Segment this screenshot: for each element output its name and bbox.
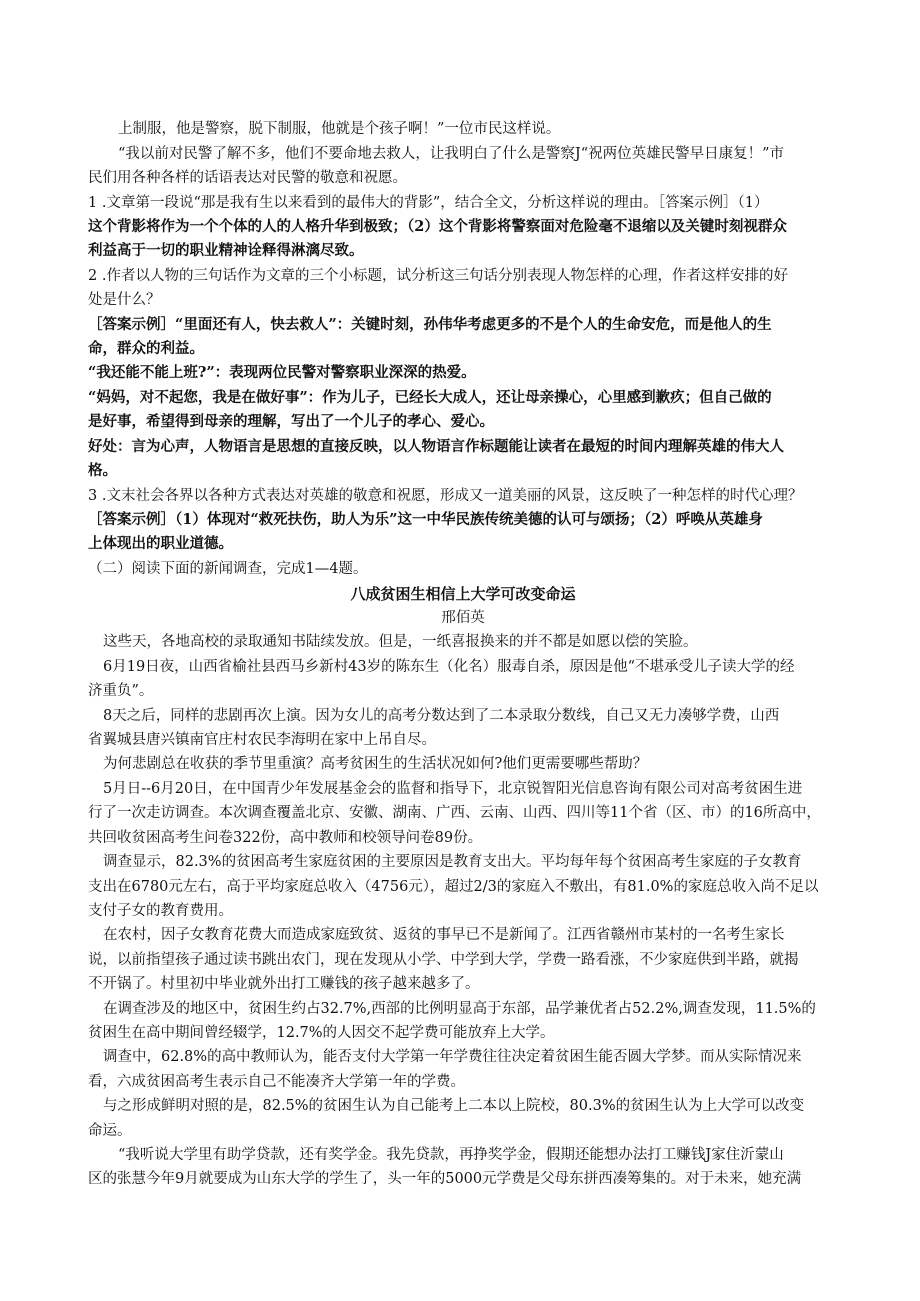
text-line: 为何悲剧总在收获的季节里重演？高考贫困生的生活状况如何?他们更需要哪些帮助？ [103, 756, 648, 772]
text-line: 济重负”。 [88, 683, 154, 699]
text-line: 不开锅了。村里初中毕业就外出打工赚钱的孩子越来越多了。 [88, 976, 480, 992]
answer-line: 是好事，希望得到母亲的理解，写出了一个儿子的孝心、爱心。 [88, 413, 494, 430]
text-line: 处是什么？ [88, 292, 161, 308]
answer-line: ［答案示例］“里面还有人，快去救人”：关键时刻，孙伟华考虑更多的不是个人的生命安危，而是他人的生 [88, 316, 772, 333]
text-line: 省翼城县唐兴镇南官庄村农民李海明在家中上吊自尽。 [88, 732, 436, 748]
text-line: 在调查涉及的地区中，贫困生约占32.7%,西部的比例明显高于东部，品学兼优者占52.2%,调查发现，11.5%的 [103, 1001, 816, 1017]
text-line: 区的张慧今年9月就要成为山东大学的学生了，头一年的5000元学费是父母东拼西凑筹集的。对于未来，她充满 [88, 1171, 802, 1187]
article-title: 八成贫困生相信上大学可改变命运 [350, 585, 576, 603]
section-heading: （二）阅读下面的新闻调查，完成1—4题。 [88, 561, 368, 577]
question-1: 1 .文章第一段说“那是我有生以来看到的最伟大的背影”，结合全文，分析这样说的理由。［答案示例］（1） [88, 195, 769, 211]
answer-line: “我还能不能上班?”：表现两位民警对警察职业深深的热爱。 [88, 364, 476, 381]
article-author: 邢佰英 [441, 610, 485, 626]
text-line: 命运。 [88, 1123, 132, 1139]
text-line: 调查中，62.8%的高中教师认为，能否支付大学第一年学费往往决定着贫困生能否圆大学梦。而从实际情况来 [103, 1049, 802, 1065]
text-line: “我以前对民警了解不多，他们不要命地去救人，让我明白了什么是警察J“祝两位英雄民警早日康复！”市 [118, 146, 785, 162]
text-line: 与之形成鲜明对照的是，82.5%的贫困生认为自己能考上二本以上院校，80.3%的贫困生认为上大学可以改变 [103, 1098, 805, 1114]
answer-line: 命，群众的利益。 [88, 340, 204, 357]
text-line: 贫困生在高中期间曾经辍学，12.7%的人因交不起学费可能放弃上大学。 [88, 1025, 555, 1041]
answer-line: ［答案示例］（1）体现对“救死扶伤，助人为乐”这一中华民族传统美德的认可与颂扬；（2）呼唤从英雄身 [88, 511, 763, 528]
text-line: 5月日--6月20日，在中国青少年发展基金会的监督和指导下，北京锐智阳光信息咨询有限公司对高考贫困生进 [103, 781, 803, 797]
text-line: 6月19日夜，山西省榆社县西马乡新村43岁的陈东生（化名）服毒自杀，原因是他“不堪承受儿子读大学的经 [103, 659, 795, 675]
answer-line: “妈妈，对不起您，我是在做好事”：作为儿子，已经长大成人，还让母亲操心，心里感到歉疚；但自己做的 [88, 389, 772, 406]
answer-line: 好处：言为心声，人物语言是思想的直接反映，以人物语言作标题能让读者在最短的时间内理解英雄的伟大人 [88, 438, 784, 455]
text-line: 看，六成贫困高考生表示自己不能凑齐大学第一年的学费。 [88, 1074, 465, 1090]
answer-line: 利益高于一切的职业精神诠释得淋漓尽致。 [88, 242, 364, 259]
text-line: 行了一次走访调查。本次调查覆盖北京、安徽、湖南、广西、云南、山西、四川等11个省（区、市）的16所高中， [88, 805, 821, 821]
text-line: “我听说大学里有助学贷款，还有奖学金。我先贷款，再挣奖学金，假期还能想办法打工赚钱J家住沂蒙山 [118, 1147, 784, 1163]
text-line: 8天之后，同样的悲剧再次上演。因为女儿的高考分数达到了二本录取分数线，自己又无力凑够学费，山西 [103, 708, 780, 724]
question-2: 2 .作者以人物的三句话作为文章的三个小标题，试分析这三句话分别表现人物怎样的心理，作者这样安排的好 [88, 268, 788, 284]
answer-line: 上体现出的职业道德。 [88, 535, 233, 552]
text-line: 共回收贫困高考生问卷322份，高中教师和校领导问卷89份。 [88, 830, 483, 846]
text-line: 调查显示，82.3%的贫困高考生家庭贫困的主要原因是教育支出大。平均每年每个贫困高考生家庭的子女教育 [103, 854, 802, 870]
answer-line: 格。 [88, 462, 117, 479]
text-line: 支付子女的教育费用。 [88, 903, 233, 919]
text-line: 支出在6780元左右，高于平均家庭总收入（4756元），超过2/3的家庭入不敷出，有81.0%的家庭总收入尚不足以 [88, 879, 819, 895]
answer-line: 这个背影将作为一个个体的人的人格升华到极致；（2）这个背影将警察面对危险毫不退缩以及关键时刻视群众 [88, 218, 787, 235]
text-line: 上制服，他是警察，脱下制服，他就是个孩子啊！”一位市民这样说。 [118, 121, 561, 137]
text-line: 说，以前指望孩子通过读书跳出农门，现在发现从小学、中学到大学，学费一路看涨，不少家庭供到半路，就揭 [88, 952, 799, 968]
text-line: 这些天，各地高校的录取通知书陆续发放。但是，一纸喜报换来的并不都是如愿以偿的笑脸。 [103, 634, 698, 650]
question-3: 3 .文末社会各界以各种方式表达对英雄的敬意和祝愿，形成又一道美丽的风景，这反映了一种怎样的时代心理？ [88, 488, 803, 504]
text-line: 在农村，因子女教育花费大而造成家庭致贫、返贫的事早已不是新闻了。江西省赣州市某村的一名考生家长 [103, 927, 785, 943]
text-line: 民们用各种各样的话语表达对民警的敬意和祝愿。 [88, 170, 407, 186]
